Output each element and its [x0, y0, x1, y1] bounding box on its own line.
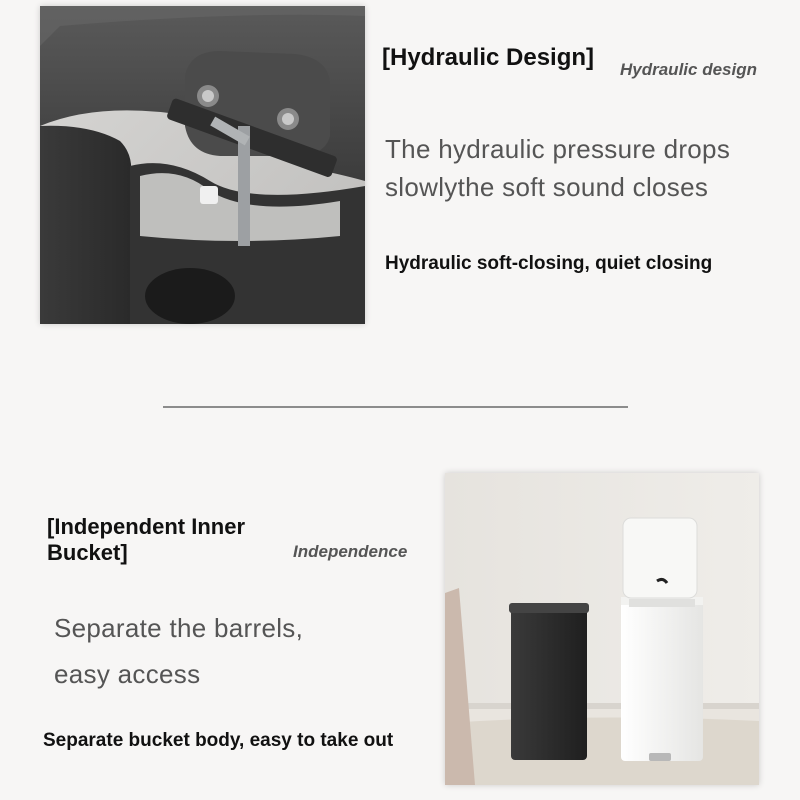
inner-bucket-photo: [445, 473, 759, 785]
inner-bucket-tag: Independence: [293, 542, 408, 561]
inner-bucket-description: [54, 605, 394, 697]
hydraulic-heading: [Hydraulic Design]: [382, 44, 595, 71]
inner-bucket-description-line2: easy access: [54, 659, 201, 689]
inner-bucket-heading: [Independent Inner Bucket]: [47, 514, 245, 565]
inner-bucket-caption: Separate bucket body, easy to take out: [43, 730, 394, 751]
hydraulic-caption: Hydraulic soft-closing, quiet closing: [385, 253, 713, 274]
hydraulic-description: The hydraulic pressure drops slowlythe soft sound closes: [385, 134, 731, 202]
hydraulic-tag: Hydraulic design: [620, 60, 757, 79]
hydraulic-hinge-photo: [40, 6, 365, 324]
section-divider: [163, 406, 628, 408]
inner-bucket-description-line1: Separate the barrels,: [54, 613, 304, 643]
